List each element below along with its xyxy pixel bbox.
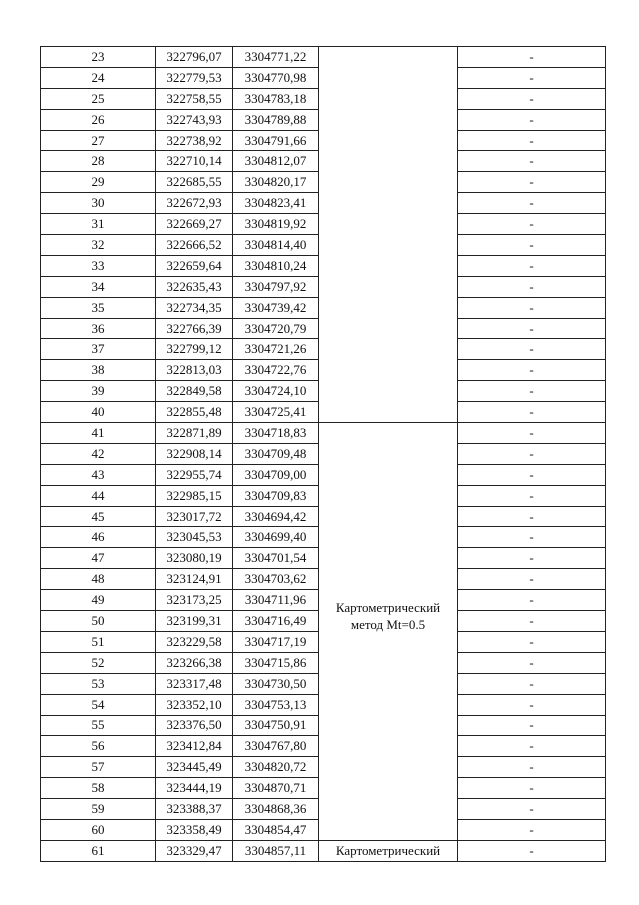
y-coordinate-cell: 3304709,48 (233, 443, 319, 464)
note-cell: - (458, 276, 606, 297)
point-number-cell: 26 (41, 109, 156, 130)
point-number-cell: 46 (41, 527, 156, 548)
y-coordinate-cell: 3304868,36 (233, 799, 319, 820)
point-number-cell: 28 (41, 151, 156, 172)
note-cell: - (458, 673, 606, 694)
note-cell: - (458, 443, 606, 464)
y-coordinate-cell: 3304857,11 (233, 840, 319, 861)
point-number-cell: 47 (41, 548, 156, 569)
x-coordinate-cell: 322672,93 (156, 193, 233, 214)
x-coordinate-cell: 323329,47 (156, 840, 233, 861)
x-coordinate-cell: 323317,48 (156, 673, 233, 694)
y-coordinate-cell: 3304770,98 (233, 67, 319, 88)
point-number-cell: 45 (41, 506, 156, 527)
point-number-cell: 34 (41, 276, 156, 297)
x-coordinate-cell: 322813,03 (156, 360, 233, 381)
y-coordinate-cell: 3304820,17 (233, 172, 319, 193)
y-coordinate-cell: 3304820,72 (233, 757, 319, 778)
y-coordinate-cell: 3304789,88 (233, 109, 319, 130)
point-number-cell: 48 (41, 569, 156, 590)
y-coordinate-cell: 3304730,50 (233, 673, 319, 694)
y-coordinate-cell: 3304870,71 (233, 778, 319, 799)
y-coordinate-cell: 3304767,80 (233, 736, 319, 757)
point-number-cell: 37 (41, 339, 156, 360)
note-cell: - (458, 799, 606, 820)
point-number-cell: 51 (41, 631, 156, 652)
note-cell: - (458, 464, 606, 485)
x-coordinate-cell: 323445,49 (156, 757, 233, 778)
point-number-cell: 33 (41, 255, 156, 276)
y-coordinate-cell: 3304771,22 (233, 47, 319, 68)
note-cell: - (458, 235, 606, 256)
y-coordinate-cell: 3304711,96 (233, 590, 319, 611)
note-cell: - (458, 151, 606, 172)
note-cell: - (458, 819, 606, 840)
y-coordinate-cell: 3304722,76 (233, 360, 319, 381)
x-coordinate-cell: 323412,84 (156, 736, 233, 757)
y-coordinate-cell: 3304812,07 (233, 151, 319, 172)
point-number-cell: 31 (41, 214, 156, 235)
x-coordinate-cell: 322758,55 (156, 88, 233, 109)
x-coordinate-cell: 323080,19 (156, 548, 233, 569)
x-coordinate-cell: 323352,10 (156, 694, 233, 715)
point-number-cell: 61 (41, 840, 156, 861)
point-number-cell: 24 (41, 67, 156, 88)
point-number-cell: 41 (41, 423, 156, 444)
y-coordinate-cell: 3304819,92 (233, 214, 319, 235)
note-cell: - (458, 130, 606, 151)
x-coordinate-cell: 322685,55 (156, 172, 233, 193)
note-cell: - (458, 172, 606, 193)
y-coordinate-cell: 3304725,41 (233, 402, 319, 423)
table-row (41, 423, 606, 444)
x-coordinate-cell: 323199,31 (156, 611, 233, 632)
x-coordinate-cell: 323124,91 (156, 569, 233, 590)
point-number-cell: 60 (41, 819, 156, 840)
x-coordinate-cell: 322799,12 (156, 339, 233, 360)
x-coordinate-cell: 322666,52 (156, 235, 233, 256)
y-coordinate-cell: 3304791,66 (233, 130, 319, 151)
point-number-cell: 52 (41, 652, 156, 673)
x-coordinate-cell: 323045,53 (156, 527, 233, 548)
point-number-cell: 35 (41, 297, 156, 318)
point-number-cell: 29 (41, 172, 156, 193)
note-cell: - (458, 757, 606, 778)
y-coordinate-cell: 3304694,42 (233, 506, 319, 527)
x-coordinate-cell: 322779,53 (156, 67, 233, 88)
note-cell: - (458, 548, 606, 569)
y-coordinate-cell: 3304797,92 (233, 276, 319, 297)
note-cell: - (458, 193, 606, 214)
point-number-cell: 36 (41, 318, 156, 339)
y-coordinate-cell: 3304854,47 (233, 819, 319, 840)
y-coordinate-cell: 3304750,91 (233, 715, 319, 736)
point-number-cell: 27 (41, 130, 156, 151)
x-coordinate-cell: 322955,74 (156, 464, 233, 485)
y-coordinate-cell: 3304724,10 (233, 381, 319, 402)
point-number-cell: 58 (41, 778, 156, 799)
point-number-cell: 44 (41, 485, 156, 506)
note-cell: - (458, 652, 606, 673)
x-coordinate-cell: 322734,35 (156, 297, 233, 318)
x-coordinate-cell: 322908,14 (156, 443, 233, 464)
x-coordinate-cell: 323017,72 (156, 506, 233, 527)
y-coordinate-cell: 3304709,00 (233, 464, 319, 485)
note-cell: - (458, 736, 606, 757)
method-cell: Картометрический метод Mt=0.5 (319, 423, 458, 841)
note-cell: - (458, 694, 606, 715)
x-coordinate-cell: 322669,27 (156, 214, 233, 235)
x-coordinate-cell: 322635,43 (156, 276, 233, 297)
point-number-cell: 43 (41, 464, 156, 485)
x-coordinate-cell: 322743,93 (156, 109, 233, 130)
point-number-cell: 40 (41, 402, 156, 423)
point-number-cell: 56 (41, 736, 156, 757)
point-number-cell: 57 (41, 757, 156, 778)
point-number-cell: 54 (41, 694, 156, 715)
x-coordinate-cell: 323266,38 (156, 652, 233, 673)
point-number-cell: 49 (41, 590, 156, 611)
x-coordinate-cell: 322738,92 (156, 130, 233, 151)
y-coordinate-cell: 3304701,54 (233, 548, 319, 569)
note-cell: - (458, 47, 606, 68)
x-coordinate-cell: 323444,19 (156, 778, 233, 799)
y-coordinate-cell: 3304717,19 (233, 631, 319, 652)
x-coordinate-cell: 323229,58 (156, 631, 233, 652)
note-cell: - (458, 381, 606, 402)
point-number-cell: 25 (41, 88, 156, 109)
x-coordinate-cell: 322766,39 (156, 318, 233, 339)
point-number-cell: 38 (41, 360, 156, 381)
note-cell: - (458, 402, 606, 423)
note-cell: - (458, 611, 606, 632)
note-cell: - (458, 527, 606, 548)
method-cell: Картометрический (319, 840, 458, 861)
note-cell: - (458, 631, 606, 652)
note-cell: - (458, 255, 606, 276)
point-number-cell: 32 (41, 235, 156, 256)
table-row (41, 840, 606, 861)
note-cell: - (458, 506, 606, 527)
y-coordinate-cell: 3304810,24 (233, 255, 319, 276)
note-cell: - (458, 88, 606, 109)
x-coordinate-cell: 323376,50 (156, 715, 233, 736)
note-cell: - (458, 297, 606, 318)
y-coordinate-cell: 3304715,86 (233, 652, 319, 673)
point-number-cell: 53 (41, 673, 156, 694)
y-coordinate-cell: 3304814,40 (233, 235, 319, 256)
point-number-cell: 55 (41, 715, 156, 736)
coordinates-table-body (41, 47, 606, 862)
note-cell: - (458, 423, 606, 444)
coordinates-table (40, 46, 606, 862)
note-cell: - (458, 840, 606, 861)
note-cell: - (458, 109, 606, 130)
point-number-cell: 59 (41, 799, 156, 820)
table-row (41, 47, 606, 68)
note-cell: - (458, 485, 606, 506)
y-coordinate-cell: 3304703,62 (233, 569, 319, 590)
x-coordinate-cell: 322849,58 (156, 381, 233, 402)
point-number-cell: 39 (41, 381, 156, 402)
note-cell: - (458, 339, 606, 360)
y-coordinate-cell: 3304739,42 (233, 297, 319, 318)
note-cell: - (458, 569, 606, 590)
y-coordinate-cell: 3304699,40 (233, 527, 319, 548)
y-coordinate-cell: 3304716,49 (233, 611, 319, 632)
y-coordinate-cell: 3304709,83 (233, 485, 319, 506)
x-coordinate-cell: 322710,14 (156, 151, 233, 172)
x-coordinate-cell: 323388,37 (156, 799, 233, 820)
point-number-cell: 50 (41, 611, 156, 632)
x-coordinate-cell: 323173,25 (156, 590, 233, 611)
note-cell: - (458, 590, 606, 611)
x-coordinate-cell: 322796,07 (156, 47, 233, 68)
point-number-cell: 42 (41, 443, 156, 464)
x-coordinate-cell: 322871,89 (156, 423, 233, 444)
note-cell: - (458, 318, 606, 339)
note-cell: - (458, 67, 606, 88)
y-coordinate-cell: 3304783,18 (233, 88, 319, 109)
method-cell (319, 47, 458, 423)
note-cell: - (458, 715, 606, 736)
y-coordinate-cell: 3304823,41 (233, 193, 319, 214)
y-coordinate-cell: 3304753,13 (233, 694, 319, 715)
point-number-cell: 23 (41, 47, 156, 68)
x-coordinate-cell: 323358,49 (156, 819, 233, 840)
x-coordinate-cell: 322855,48 (156, 402, 233, 423)
point-number-cell: 30 (41, 193, 156, 214)
note-cell: - (458, 778, 606, 799)
note-cell: - (458, 214, 606, 235)
x-coordinate-cell: 322985,15 (156, 485, 233, 506)
y-coordinate-cell: 3304721,26 (233, 339, 319, 360)
x-coordinate-cell: 322659,64 (156, 255, 233, 276)
y-coordinate-cell: 3304720,79 (233, 318, 319, 339)
y-coordinate-cell: 3304718,83 (233, 423, 319, 444)
note-cell: - (458, 360, 606, 381)
